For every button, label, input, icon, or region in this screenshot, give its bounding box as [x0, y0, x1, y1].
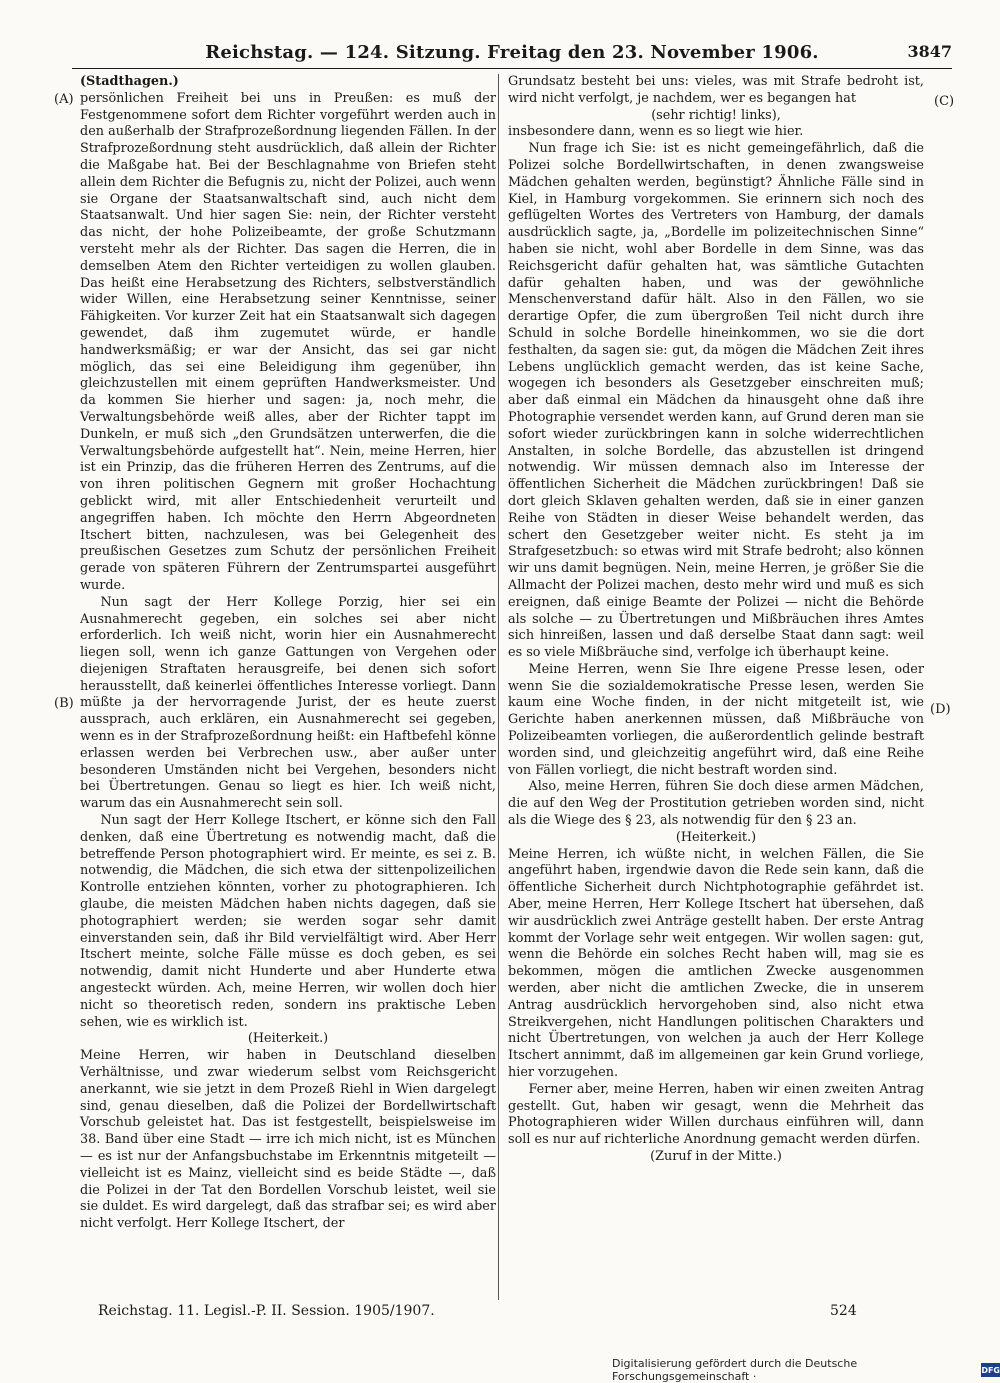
- paragraph: Grundsatz besteht bei uns: vieles, was mit Strafe bedroht ist, wird nicht verfolgt, je nachdem, wer es begangen hat: [508, 74, 924, 106]
- column-divider: [498, 74, 499, 1300]
- paragraph: Meine Herren, wir haben in Deutschland dieselben Verhältnisse, und zwar wiederum selbst vom Reichsgericht anerkannt, wie sie jetzt in dem Prozeß Riehl in Wien dargelegt sind, genau dieselben, daß die Polizei der Bordellwirtschaft Vorschub geleistet hat. Das ist festgestellt, beispielsweise im 38. Band über eine Stadt — irre ich mich nicht, ist es München — es ist nur der Anfangsbuchstabe im Erkenntnis mitgeteilt — vielleicht ist es Mainz, vielleicht sind es beide Städte —, daß die Polizei in der Tat den Bordellen Vorschub leistet, weil sie sie duldet. Es wird dargelegt, daß das strafbar sei; es wird aber nicht verfolgt. Herr Kollege Itschert, der: [80, 1048, 496, 1232]
- page-number: 3847: [907, 42, 952, 61]
- margin-marker-c: (C): [934, 94, 955, 109]
- paragraph: Meine Herren, wenn Sie Ihre eigene Presse lesen, oder wenn Sie die sozialdemokratische Presse lesen, werden Sie kaum eine Woche finden, in der nicht mitgeteilt ist, wie Gerichte haben anerkennen müssen, daß Mißbräuche von Polizeibeamten vorliegen, die außerordentlich gelinde bestraft worden sind, und gleichzeitig angeführt wird, daß eine Reihe von Fällen vorliegt, die nicht bestraft worden sind.: [508, 661, 924, 778]
- paragraph: Nun frage ich Sie: ist es nicht gemeingefährlich, daß die Polizei solche Bordellwirtschaften, in denen zwangsweise Mädchen gehalten werden, begünstigt? Ähnliche Fälle sind in Kiel, in Hamburg vorgekommen. Sie erinnern sich noch des geflügelten Wortes des Vertreters von Hamburg, der damals ausdrücklich sagte, ja, „Bordelle im polizeitechnischen Sinne“ haben sie nicht, wohl aber Bordelle in dem Sinne, was das Reichsgericht dafür gehalten hat, was sämtliche Gutachten dafür gehalten haben, und was der gewöhnliche Menschenverstand dafür hält. Also in den Fällen, wo sie derartige Opfer, die zum übergroßen Teil nicht durch ihre Schuld in solche Bordelle hineinkommen, wo sie die dort festhalten, da sagen sie: gut, da mögen die Mädchen Zeit ihres Lebens unglücklich gemacht werden, das ist keine Sache, wogegen ich besonders als Gesetzgeber einschreiten muß; aber daß einmal ein Mädchen da hinausgeht ohne daß ihre Photographie versendet werden kann, auf Grund deren man sie sofort wieder zurückbringen kann in solche widerrechtlichen Anstalten, in solche Bordelle, das abzustellen ist dringend notwendig. Wir müssen demnach also im Interesse der öffentlichen Sicherheit die Mädchen zurückbringen! Daß sie dort gleich Sklaven gehalten werden, daß sie in einer ganzen Reihe von Städten in dieser Weise behandelt werden, das schert den Gesetzgeber weiter nicht. Es steht ja im Strafgesetzbuch: so etwas wird mit Strafe bedroht; also können wir uns damit begnügen. Nein, meine Herren, je größer Sie die Allmacht der Polizei machen, desto mehr wird und muß es sich ereignen, daß einige Beamte der Polizei — nicht die Behörde als solche — zu Übertretungen und Mißbräuchen ihres Amtes sich hinreißen, lassen und daß derselbe Staat dann sagt: weil es so viele Mißbräuche sind, verfolge ich überhaupt keine.: [508, 141, 924, 661]
- margin-marker-a: (A): [54, 92, 74, 107]
- margin-marker-d: (D): [930, 702, 951, 717]
- paragraph: insbesondere dann, wenn es so liegt wie hier.: [508, 124, 804, 140]
- interjection: (Zuruf in der Mitte.): [650, 1149, 782, 1164]
- credit-text: Digitalisierung gefördert durch die Deutsche Forschungsgemeinschaft ·: [612, 1357, 858, 1383]
- paragraph: Nun sagt der Herr Kollege Itschert, er könne sich den Fall denken, daß eine Übertretung es notwendig macht, daß die betreffende Person photographiert wird. Er meinte, es sei z. B. notwendig, die Mädchen, die sich etwa der sittenpolizeilichen Kontrolle entziehen könnten, vorher zu photographieren. Ich glaube, die meisten Mädchen haben nichts dagegen, daß sie photographiert werden; sie werden sogar sehr damit einverstanden sein, daß ihr Bild vervielfältigt wird. Aber Herr Itschert meinte, solche Fälle müsse es doch geben, es sei notwendig, damit nicht Hunderte und aber Hunderte etwa angesteckt würden. Ach, meine Herren, wir wollen doch hier nicht so theoretisch reden, sondern ins praktische Leben sehen, wie es wirklich ist.: [80, 813, 496, 1030]
- footer-sheet-number: 524: [830, 1303, 857, 1319]
- footer-session-info: Reichstag. 11. Legisl.-P. II. Session. 1905/1907.: [98, 1303, 435, 1319]
- left-column: [80, 74, 496, 1233]
- page-header: [72, 42, 952, 69]
- speaker-name: (Stadthagen.): [80, 74, 179, 89]
- paragraph: persönlichen Freiheit bei uns in Preußen: es muß der Festgenommene sofort dem Richter vorgeführt werden auch in den außerhalb der Strafprozeßordnung liegenden Fällen. In der Strafprozeßordnung steht ausdrücklich, daß allein der Richter die Maßgabe hat. Bei der Beschlagnahme von Briefen steht allein dem Richter die Befugnis zu, nicht der Polizei, auch wenn sie Organe der Staatsanwaltschaft sind, auch nicht dem Staatsanwalt. Und hier sagen Sie: nein, der Richter versteht das nicht, der hohe Polizeibeamte, der große Schutzmann versteht mehr als der Richter. Das sagen die Herren, die in demselben Atem den Richter verteidigen zu wollen glauben. Das heißt eine Herabsetzung des Richters, selbstverständlich wider Willen, eine Herabsetzung seiner Kenntnisse, seiner Fähigkeiten. Vor kurzer Zeit hat ein Staatsanwalt sich dagegen gewendet, daß ihm zugemutet würde, er handle handwerksmäßig; er war der Ansicht, das sei gar nicht möglich, das sei eine Beleidigung ihm gegenüber, ihn gleichzustellen mit einem geprüften Handwerksmeister. Und da kommen Sie hierher und sagen: ja, noch mehr, die Verwaltungsbehörde weiß alles, aber der Richter tappt im Dunkeln, er muß sich „den Grundsätzen unterwerfen, die die Verwaltungsbehörde aufgestellt hat“. Nein, meine Herren, hier ist ein Prinzip, das die früheren Herren des Zentrums, auf die von ihren politischen Gegnern mit großer Hochachtung geblickt wird, mit aller Entschiedenheit verurteilt und angegriffen haben. Ich möchte den Herrn Abgeordneten Itschert bitten, nachzulesen, was bei Gelegenheit des preußischen Gesetzes zum Schutz der persönlichen Freiheit gerade von späteren Führern der Zentrumspartei ausgeführt wurde.: [80, 90, 496, 593]
- paragraph: Also, meine Herren, führen Sie doch diese armen Mädchen, die auf den Weg der Prostitution getrieben worden sind, nicht als die Wiege des § 23, als notwendig für den § 23 an.: [508, 779, 924, 829]
- paragraph: Nun sagt der Herr Kollege Porzig, hier sei ein Ausnahmerecht gegeben, ein solches sei aber nicht erforderlich. Ich weiß nicht, worin hier ein Ausnahmerecht liegen soll, wenn ich ganze Gattungen von Vergehen oder diejenigen Straftaten herausgreife, bei denen sich sofort herausstellt, daß keinerlei öffentliches Interesse vorliegt. Dann müßte ja der hervorragende Jurist, der es heute zuerst aussprach, auch erklären, ein Ausnahmerecht sei gegeben, wenn es in der Strafprozeßordnung heißt: ein Haftbefehl könne erlassen werden bei Verbrechen usw., aber außer unter besonderen Umständen nicht bei Vergehen, besonders nicht bei Übertretungen. Genau so liegt es hier. Ich weiß nicht, warum das ein Ausnahmerecht sein soll.: [80, 594, 496, 812]
- paragraph: Ferner aber, meine Herren, haben wir einen zweiten Antrag gestellt. Gut, haben wir gesagt, wenn die Mehrheit das Photographieren wider Willen durchaus einführen will, dann soll es nur auf richterliche Anordnung gemacht werden dürfen.: [508, 1081, 924, 1148]
- interjection: (Heiterkeit.): [247, 1031, 329, 1047]
- right-column: [508, 74, 924, 1166]
- paragraph: Meine Herren, ich wüßte nicht, in welchen Fällen, die Sie angeführt haben, irgendwie davon die Rede sein kann, daß die öffentliche Sicherheit durch Nichtphotographie gefährdet ist. Aber, meine Herren, Herr Kollege Itschert hat übersehen, daß wir ausdrücklich zwei Anträge gestellt haben. Der erste Antrag kommt der Vorlage sehr weit entgegen. Wir wollen sagen: gut, wenn die Behörde ein solches Recht haben will, mag sie es bekommen, mögen die amtlichen Zwecke ausgenommen werden, aber nicht die amtlichen Zwecke, die in unserem Antrag ausdrücklich hervorgehoben sind, also nicht etwa Streikvergehen, nicht Handlungen politischen Charakters und nicht Übertretungen, von welchen ja auch der Herr Kollege Itschert annimmt, daß im allgemeinen gar kein Grund vorliege, hier vorzugehen.: [508, 846, 924, 1081]
- margin-marker-b: (B): [54, 696, 74, 711]
- running-title: Reichstag. — 124. Sitzung. Freitag den 23. November 1906.: [205, 42, 819, 63]
- digitization-credit: [612, 1357, 1000, 1383]
- dfg-logo-icon: DFG: [981, 1363, 1000, 1377]
- interjection: (Heiterkeit.): [675, 829, 757, 845]
- interjection: (sehr richtig! links),: [651, 107, 781, 123]
